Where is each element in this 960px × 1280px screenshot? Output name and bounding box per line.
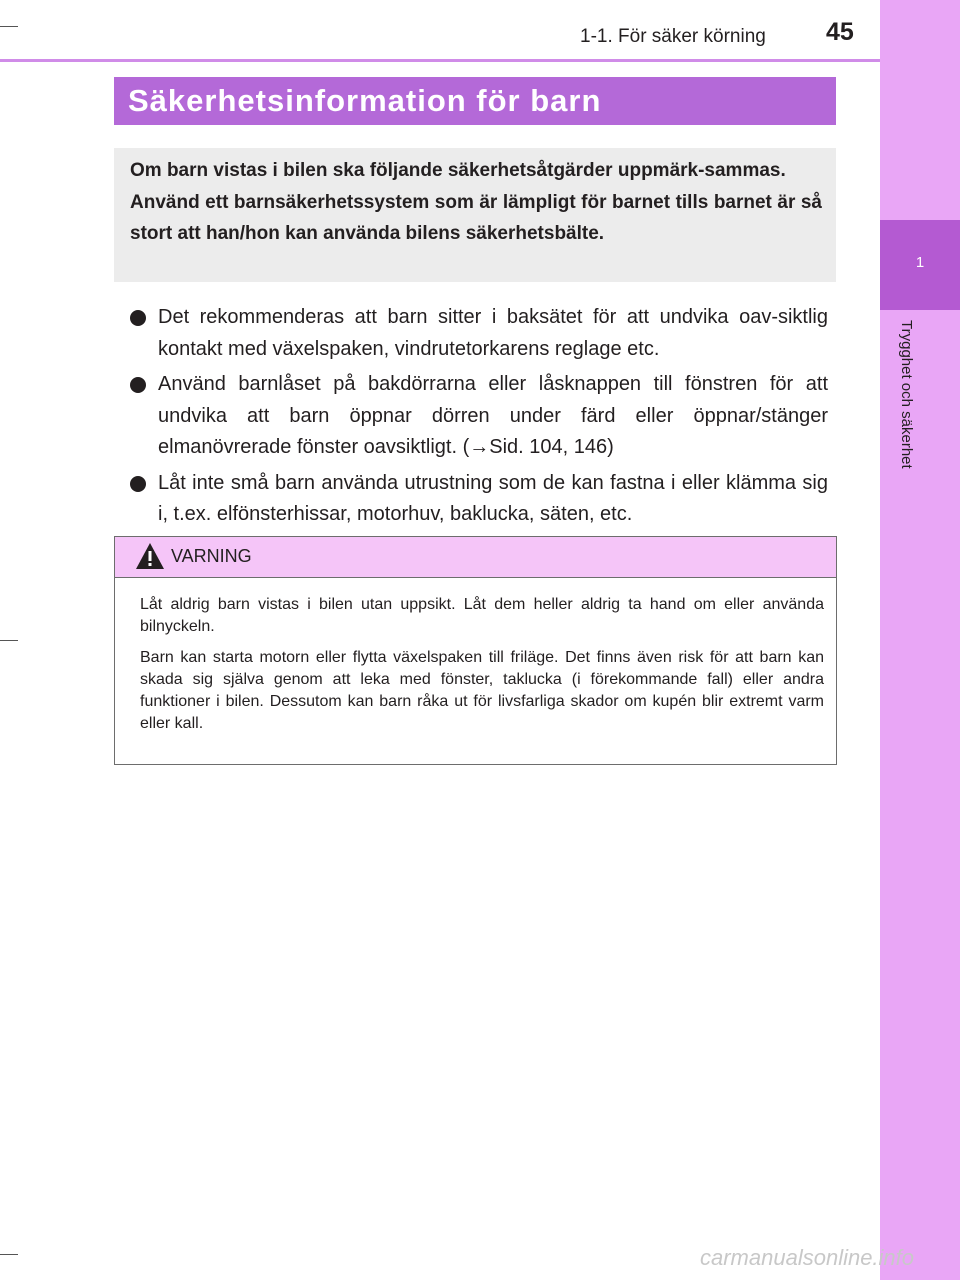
section-header: 1-1. För säker körning [580,26,766,47]
warning-paragraph: Låt aldrig barn vistas i bilen utan uppsikt. Låt dem heller aldrig ta hand om eller använda bilnyckeln. [140,596,824,635]
chapter-label: Trygghet och säkerhet [898,320,915,469]
crop-mark [0,1254,18,1255]
intro-paragraph: Använd ett barnsäkerhetssystem som är lämpligt för barnet tills barnet är så stort att han/hon kan använda bilens säkerhetsbälte. [130,191,822,244]
warning-body [115,578,836,735]
watermark: carmanualsonline.info [700,1245,915,1270]
bullet-text: Använd barnlåset på bakdörrarna eller låsknappen till fönstren för att undvika att barn öppnar dörren under färd eller öppnar/stänger elmanövrerade fönster oavsiktligt. (→Sid. 104, 146) [158,373,828,458]
warning-header [115,537,836,578]
chapter-side-tab [880,0,960,1280]
warning-triangle-icon [135,542,165,570]
crop-mark [0,26,18,27]
list-item [130,302,828,365]
title-banner [114,77,836,125]
warning-label: VARNING [171,546,252,566]
intro-box [114,148,836,282]
bullet-dot-icon [130,377,146,393]
warning-box [114,536,837,765]
bullet-text: Det rekommenderas att barn sitter i baksätet för att undvika oav-siktlig kontakt med växelspaken, vindrutetorkarens reglage etc. [158,306,828,360]
bullet-dot-icon [130,476,146,492]
crop-mark [0,640,18,641]
bullet-text: Låt inte små barn använda utrustning som de kan fastna i eller klämma sig i, t.ex. elfönsterhissar, motorhuv, baklucka, säten, etc. [158,471,828,525]
list-item [130,369,828,464]
list-item [130,468,828,531]
chapter-number: 1 [915,254,925,271]
page-title: Säkerhetsinformation för barn [128,83,602,118]
bullet-list [130,302,828,535]
page-number: 45 [826,18,854,46]
warning-paragraph: Barn kan starta motorn eller flytta växelspaken till friläge. Det finns även risk för att barn kan skada sig själva genom att leka med fönster, taklucka (i förekommande fall) eller andra funktioner i bilen. Dessutom kan barn råka ut för livsfarliga skador om kupén blir extremt varm eller kall. [140,649,824,732]
header-rule [0,59,880,62]
bullet-dot-icon [130,310,146,326]
intro-paragraph: Om barn vistas i bilen ska följande säkerhetsåtgärder uppmärk-sammas. [130,160,786,181]
